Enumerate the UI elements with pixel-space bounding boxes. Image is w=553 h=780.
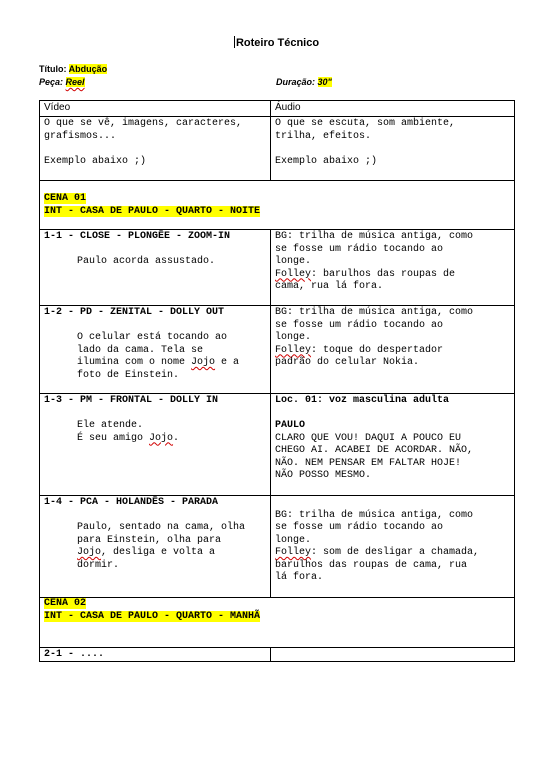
shot-video-cell: [40, 306, 271, 394]
shot-row: [40, 394, 515, 496]
document-title-text: Roteiro Técnico: [235, 37, 320, 49]
script-table: [39, 100, 515, 662]
scene-title: CENA 02: [44, 598, 87, 609]
duration-value: 30": [317, 77, 332, 87]
audio-line: se fosse um rádio tocando ao: [275, 319, 444, 331]
scene-title: CENA 01: [44, 193, 87, 204]
description-line: Ele atende.: [77, 420, 144, 431]
spellcheck-word: Jojo: [191, 357, 216, 368]
spellcheck-word: Jojo: [149, 432, 174, 444]
audio-line: [275, 547, 510, 560]
intro-audio-example: Exemplo abaixo ;): [275, 155, 378, 167]
intro-video-line: O que se vê, imagens, caracteres,: [44, 118, 243, 129]
shot-heading: 1-4 - PCA - HOLANDÊS - PARADA: [44, 497, 219, 508]
shot-heading: 1-3 - PM - FRONTAL - DOLLY IN: [44, 395, 219, 406]
scene-row: [40, 181, 515, 230]
scene-row: [40, 598, 515, 648]
shot-heading: 2-1 - ....: [44, 649, 105, 660]
description-text: ilumina com o nome: [77, 357, 192, 368]
spellcheck-word: Folley: [275, 268, 312, 280]
description-line: [77, 357, 266, 370]
shot-description: [44, 522, 266, 572]
description-text: .: [173, 432, 180, 444]
intro-audio-line: O que se escuta, som ambiente,: [275, 118, 456, 129]
shot-row: [40, 648, 515, 662]
description-text: É seu amigo: [77, 432, 150, 444]
dialogue-line: NÃO. NEM PENSAR EM FALTAR HOJE!: [275, 457, 462, 469]
audio-line: barulhos das roupas de cama, rua: [275, 559, 468, 571]
dialogue-line: CLARO QUE VOU! DAQUI A POUCO EU: [275, 432, 462, 444]
title-field: [39, 64, 107, 74]
voice-over-label: Loc. 01: voz masculina adulta: [275, 395, 450, 406]
intro-video-example: Exemplo abaixo ;): [44, 155, 147, 167]
piece-label: Peça:: [39, 77, 64, 87]
video-header: Vídeo: [40, 101, 271, 117]
shot-row: [40, 496, 515, 598]
shot-audio-cell: [271, 496, 515, 598]
spellcheck-word: Folley: [275, 547, 312, 558]
scene1-cell: [40, 181, 515, 230]
audio-line: se fosse um rádio tocando ao: [275, 243, 444, 255]
intro-video-line: grafismos...: [44, 130, 117, 142]
scene-place: INT - CASA DE PAULO - QUARTO - NOITE: [44, 205, 261, 217]
description-line: foto de Einstein.: [77, 369, 180, 381]
scene-place: INT - CASA DE PAULO - QUARTO - MANHÃ: [44, 610, 261, 622]
description-line: Paulo, sentado na cama, olha: [77, 522, 246, 533]
shot-description: Paulo acorda assustado.: [77, 256, 216, 267]
shot-video-cell: [40, 648, 271, 662]
description-line: [77, 433, 266, 446]
audio-line-rest: : barulhos das roupas de: [311, 268, 456, 280]
shot-audio-cell: [271, 230, 515, 306]
intro-video-cell: [40, 117, 271, 181]
shot-heading: 1-2 - PD - ZENITAL - DOLLY OUT: [44, 307, 225, 318]
shot-description: [44, 332, 266, 382]
description-line: O celular está tocando ao: [77, 332, 228, 343]
audio-line: BG: trilha de música antiga, como: [275, 231, 474, 242]
duration-label: Duração:: [276, 77, 316, 87]
title-value: Abdução: [68, 64, 108, 74]
character-name: PAULO: [275, 420, 306, 431]
shot-audio-cell: [271, 306, 515, 394]
audio-line: padrão do celular Nokia.: [275, 357, 420, 368]
description-line: [77, 547, 266, 560]
spellcheck-word: Folley: [275, 344, 312, 356]
shot-row: [40, 230, 515, 306]
audio-header: Áudio: [271, 101, 515, 117]
audio-line: BG: trilha de música antiga, como: [275, 307, 474, 318]
description-line: dormir.: [77, 559, 120, 571]
dialogue-line: NÃO POSSO MESMO.: [275, 470, 372, 481]
shot-video-cell: [40, 394, 271, 496]
title-label: Título:: [39, 64, 67, 74]
piece-value: Reel: [65, 77, 85, 87]
description-text: e a: [215, 357, 240, 368]
intro-audio-line: trilha, efeitos.: [275, 130, 372, 142]
audio-line: [275, 269, 510, 282]
description-line: para Einstein, olha para: [77, 534, 222, 546]
table-header-row: [40, 101, 515, 117]
duration-field: [276, 77, 332, 87]
description-line: lado da cama. Tela se: [77, 344, 204, 356]
shot-description: [44, 420, 266, 445]
shot-audio-cell: [271, 648, 515, 662]
shot-video-cell: [40, 230, 271, 306]
piece-field: [39, 77, 85, 87]
text-cursor: [234, 36, 235, 48]
audio-line: se fosse um rádio tocando ao: [275, 522, 444, 533]
dialogue-line: CHEGO AI. ACABEI DE ACORDAR. NÃO,: [275, 445, 474, 456]
audio-line: BG: trilha de música antiga, como: [275, 509, 474, 521]
shot-row: [40, 306, 515, 394]
intro-row: [40, 117, 515, 181]
document-title: [0, 36, 553, 49]
audio-line: longe.: [275, 534, 312, 546]
scene2-cell: [40, 598, 515, 648]
audio-line-rest: : som de desligar a chamada,: [311, 547, 480, 558]
audio-line: longe.: [275, 332, 312, 343]
shot-audio-cell: [271, 394, 515, 496]
audio-line: lá fora.: [275, 572, 324, 583]
shot-heading: 1-1 - CLOSE - PLONGÊE - ZOOM-IN: [44, 231, 231, 242]
audio-line-rest: : toque do despertador: [311, 344, 444, 356]
spellcheck-word: Jojo: [77, 547, 102, 558]
intro-audio-cell: [271, 117, 515, 181]
audio-line: cama, rua lá fora.: [275, 281, 384, 292]
audio-line: [275, 345, 510, 358]
audio-line: longe.: [275, 256, 312, 267]
description-text: , desliga e volta a: [101, 547, 216, 558]
shot-video-cell: [40, 496, 271, 598]
